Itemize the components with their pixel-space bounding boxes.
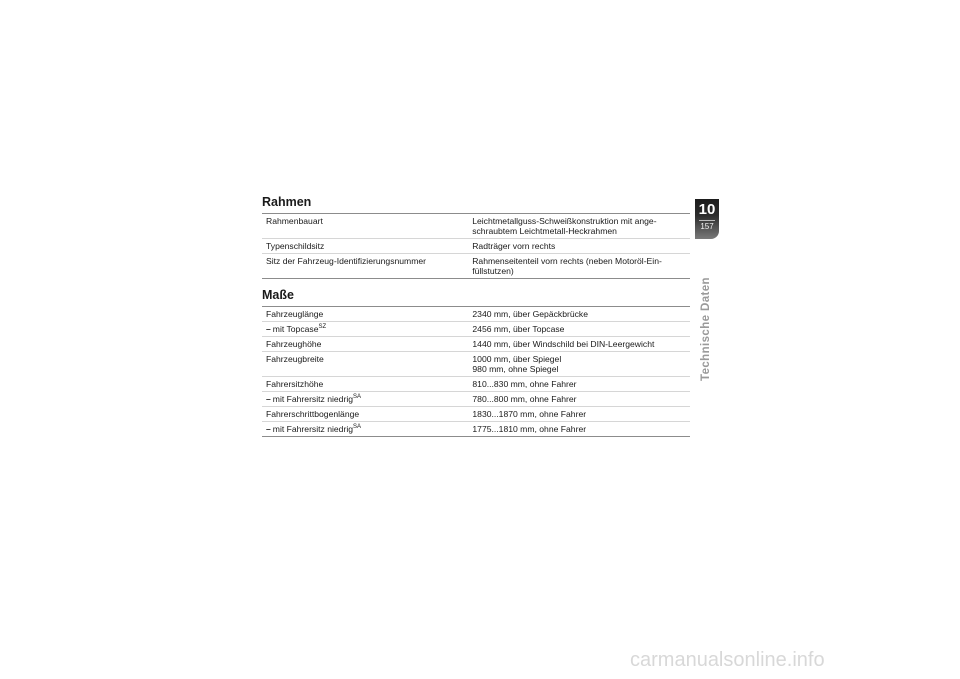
chapter-side-label: Technische Daten bbox=[700, 277, 712, 381]
row-label-text: Rahmenbauart bbox=[266, 216, 323, 226]
row-value bbox=[468, 352, 690, 377]
table-row bbox=[262, 307, 690, 322]
section-title-rahmen: Rahmen bbox=[262, 195, 312, 209]
row-label bbox=[262, 254, 468, 279]
row-value-line: Radträger vorn rechts bbox=[472, 241, 556, 251]
row-label bbox=[262, 422, 468, 437]
table-row bbox=[262, 337, 690, 352]
row-value bbox=[468, 307, 690, 322]
row-label-text: Fahrerschrittbogenlänge bbox=[266, 409, 360, 419]
row-label-text: Sitz der Fahrzeug-Identifizierungsnummer bbox=[266, 256, 427, 266]
row-label bbox=[262, 377, 468, 392]
row-label bbox=[262, 392, 468, 407]
row-value bbox=[468, 392, 690, 407]
row-label-text: Fahrzeughöhe bbox=[266, 339, 322, 349]
table-row bbox=[262, 392, 690, 407]
row-value-line: Leichtmetallguss-Schweißkonstruktion mit ange- bbox=[472, 216, 657, 226]
row-value bbox=[468, 407, 690, 422]
row-label bbox=[262, 239, 468, 254]
sub-item-dash: – bbox=[266, 394, 271, 404]
row-value bbox=[468, 422, 690, 437]
row-label bbox=[262, 337, 468, 352]
table-row bbox=[262, 377, 690, 392]
chapter-tab bbox=[695, 199, 719, 239]
watermark: carmanualsonline.info bbox=[630, 649, 825, 671]
row-value-line: 780...800 mm, ohne Fahrer bbox=[472, 394, 577, 404]
row-label bbox=[262, 307, 468, 322]
table-row bbox=[262, 407, 690, 422]
row-label bbox=[262, 407, 468, 422]
row-label-text: Fahrzeugbreite bbox=[266, 354, 324, 364]
row-value-line: 1830...1870 mm, ohne Fahrer bbox=[472, 409, 587, 419]
table-row bbox=[262, 322, 690, 337]
row-value-line: 980 mm, ohne Spiegel bbox=[472, 364, 559, 374]
table-row bbox=[262, 422, 690, 437]
row-value-line: 1440 mm, über Windschild bei DIN-Leergewicht bbox=[472, 339, 655, 349]
rahmen-table bbox=[262, 213, 690, 279]
row-value-line: 1775...1810 mm, ohne Fahrer bbox=[472, 424, 587, 434]
row-label-text: Fahrzeuglänge bbox=[266, 309, 324, 319]
row-label bbox=[262, 214, 468, 239]
row-value-line: schraubtem Leichtmetall-Heckrahmen bbox=[472, 226, 617, 236]
row-label bbox=[262, 322, 468, 337]
table-row bbox=[262, 214, 690, 239]
row-value bbox=[468, 337, 690, 352]
row-value bbox=[468, 377, 690, 392]
row-value-line: 2340 mm, über Gepäckbrücke bbox=[472, 309, 588, 319]
row-value bbox=[468, 254, 690, 279]
row-value-line: 1000 mm, über Spiegel bbox=[472, 354, 562, 364]
row-value bbox=[468, 239, 690, 254]
row-label-text: Typenschildsitz bbox=[266, 241, 325, 251]
row-value-line: füllstutzen) bbox=[472, 266, 514, 276]
row-value-line: Rahmenseitenteil vorn rechts (neben Motoröl-Ein- bbox=[472, 256, 662, 266]
row-value bbox=[468, 214, 690, 239]
page-number: 157 bbox=[700, 222, 714, 231]
table-row bbox=[262, 352, 690, 377]
row-label-text: mit Topcase bbox=[272, 324, 319, 334]
masse-table bbox=[262, 306, 690, 437]
row-label-text: Fahrersitzhöhe bbox=[266, 379, 324, 389]
sub-item-dash: – bbox=[266, 424, 271, 434]
sub-item-dash: – bbox=[266, 324, 271, 334]
row-label-text: mit Fahrersitz niedrig bbox=[272, 394, 354, 404]
option-superscript: SZ bbox=[318, 324, 327, 330]
row-value bbox=[468, 322, 690, 337]
row-value-line: 2456 mm, über Topcase bbox=[472, 324, 565, 334]
chapter-number: 10 bbox=[698, 201, 716, 218]
table-row bbox=[262, 239, 690, 254]
row-value-line: 810...830 mm, ohne Fahrer bbox=[472, 379, 577, 389]
row-label-text: mit Fahrersitz niedrig bbox=[272, 424, 354, 434]
option-superscript: SA bbox=[353, 394, 362, 400]
table-row bbox=[262, 254, 690, 279]
row-label bbox=[262, 352, 468, 377]
option-superscript: SA bbox=[353, 424, 362, 430]
page-content bbox=[262, 195, 690, 437]
section-title-masse: Maße bbox=[262, 288, 294, 302]
